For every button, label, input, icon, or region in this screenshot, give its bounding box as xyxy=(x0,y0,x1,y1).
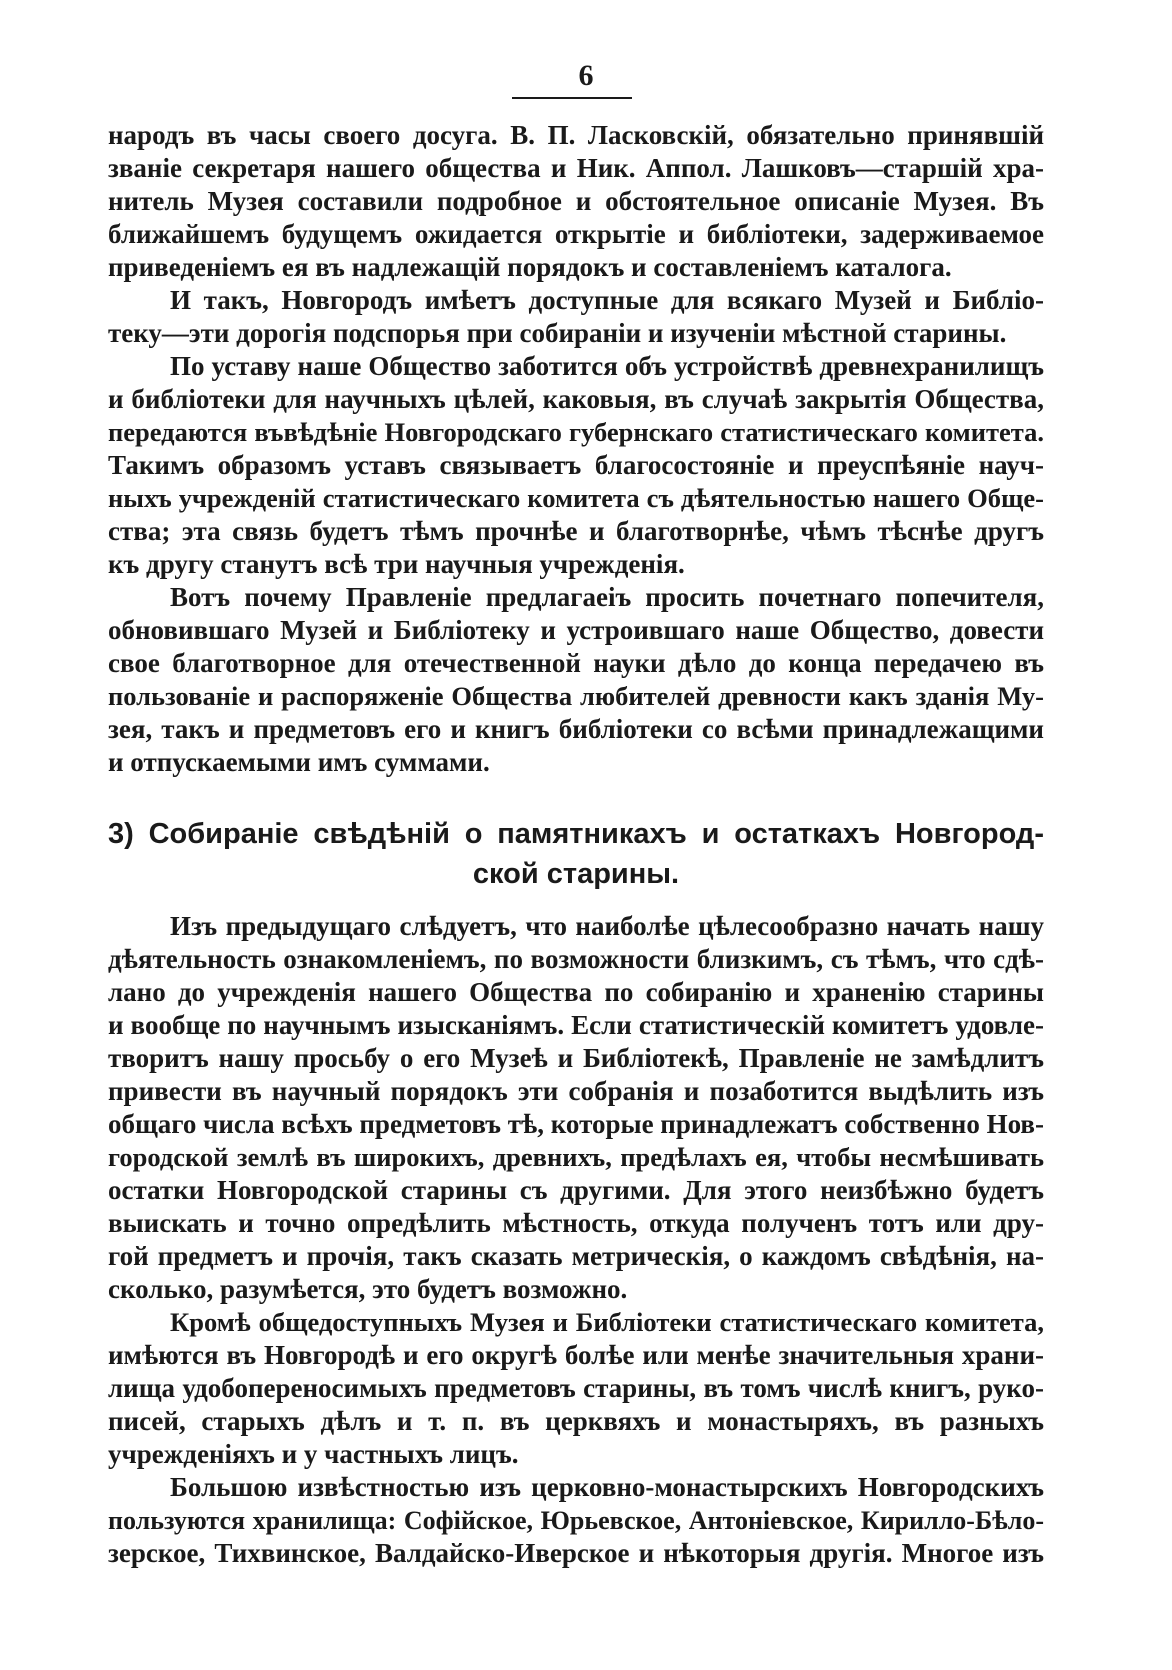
text-line: и вообще по научнымъ изысканіямъ. Если статистическій комитетъ удовле- xyxy=(108,1010,1044,1040)
section-3-heading xyxy=(108,814,1044,894)
text-line: лано до учрежденія нашего Общества по собиранію и храненію старины xyxy=(108,977,1044,1007)
text-line: гой предметъ и прочія, такъ сказать метрическія, о каждомъ свѣдѣнія, на- xyxy=(108,1241,1044,1271)
text-line: обновившаго Музей и Библіотеку и устроившаго наше Общество, довести xyxy=(108,615,1044,645)
text-line: остатки Новгородской старины съ другими. Для этого неизбѣжно будетъ xyxy=(108,1175,1044,1205)
text-line: нитель Музея составили подробное и обстоятельное описаніе Музея. Въ xyxy=(108,186,1044,216)
text-line: дѣятельность ознакомленіемъ, по возможности близкимъ, съ тѣмъ, что сдѣ- xyxy=(108,944,1044,974)
text-line: пользованіе и распоряженіе Общества любителей древности какъ зданія Му- xyxy=(108,681,1044,711)
text-line: Большою извѣстностью изъ церковно-монастырскихъ Новгородскихъ xyxy=(170,1472,1044,1502)
text-line: По уставу наше Общество заботится объ устройствѣ древнехранилищъ xyxy=(170,351,1044,381)
text-line: ныхъ учрежденій статистическаго комитета съ дѣятельностью нашего Обще- xyxy=(108,483,1044,513)
text-line: имѣются въ Новгородѣ и его округѣ болѣе или менѣе значительныя храни- xyxy=(108,1340,1044,1370)
text-line: теку—эти дорогія подспорья при собираніи и изученіи мѣстной старины. xyxy=(108,318,1007,348)
text-line: И такъ, Новгородъ имѣетъ доступные для всякаго Музей и Библіо- xyxy=(170,285,1044,315)
page-number: 6 xyxy=(578,59,594,92)
text-line: ства; эта связь будетъ тѣмъ прочнѣе и благотворнѣе, чѣмъ тѣснѣе другъ xyxy=(108,516,1044,546)
text-line: зерское, Тихвинское, Валдайско-Иверское и нѣкоторыя другія. Многое изъ xyxy=(108,1538,1044,1568)
section-1-text xyxy=(108,119,1044,779)
text-line: и библіотеки для научныхъ цѣлей, каковыя, въ случаѣ закрытія Общества, xyxy=(108,384,1044,414)
text-line: выискать и точно опредѣлить мѣстность, откуда полученъ тотъ или дру- xyxy=(108,1208,1044,1238)
text-line: званіе секретаря нашего общества и Ник. Аппол. Лашковъ—старшій хра- xyxy=(108,153,1044,183)
text-line: привести въ научный порядокъ эти собранія и позаботится выдѣлить изъ xyxy=(108,1076,1044,1106)
text-line: творитъ нашу просьбу о его Музеѣ и Библіотекѣ, Правленіе не замѣдлитъ xyxy=(108,1043,1044,1073)
text-line: передаются въвѣдѣніе Новгородскаго губернскаго статистическаго комитета. xyxy=(108,417,1044,447)
section-3-text xyxy=(108,910,1044,1570)
heading-line: ской старины. xyxy=(472,858,680,890)
text-line: писей, старыхъ дѣлъ и т. п. въ церквяхъ и монастыряхъ, въ разныхъ xyxy=(108,1406,1044,1436)
page-number-rule xyxy=(512,97,632,99)
text-line: лища удобопереносимыхъ предметовъ старины, въ томъ числѣ книгъ, руко- xyxy=(108,1373,1044,1403)
text-line: и отпускаемыми имъ суммами. xyxy=(108,747,490,777)
text-line: городской землѣ въ широкихъ, древнихъ, предѣлахъ ея, чтобы несмѣшивать xyxy=(108,1142,1044,1172)
text-line: Изъ предыдущаго слѣдуетъ, что наиболѣе цѣлесообразно начать нашу xyxy=(170,911,1044,941)
text-line: приведеніемъ ея въ надлежащій порядокъ и составленіемъ каталога. xyxy=(108,252,952,282)
text-line: свое благотворное для отечественной науки дѣло до конца передачею въ xyxy=(108,648,1044,678)
text-line: зея, такъ и предметовъ его и книгъ библіотеки со всѣми принадлежащими xyxy=(108,714,1044,744)
text-line: общаго числа всѣхъ предметовъ тѣ, которые принадлежатъ собственно Нов- xyxy=(108,1109,1044,1139)
text-line: ближайшемъ будущемъ ожидается открытіе и библіотеки, задерживаемое xyxy=(108,219,1044,249)
text-line: пользуются хранилища: Софійское, Юрьевское, Антоніевское, Кирилло-Бѣло- xyxy=(108,1506,1044,1535)
text-line: Кромѣ общедоступныхъ Музея и Библіотеки статистическаго комитета, xyxy=(170,1307,1044,1337)
text-line: Вотъ почему Правленіе предлагаеіъ просить почетнаго попечителя, xyxy=(170,582,1044,612)
text-line: народъ въ часы своего досуга. В. П. Ласковскій, обязательно принявшій xyxy=(108,120,1044,150)
heading-line: 3) Собираніе свѣдѣній о памятникахъ и остаткахъ Новгород- xyxy=(108,818,1044,850)
text-line: сколько, разумѣется, это будетъ возможно. xyxy=(108,1274,628,1304)
text-line: Такимъ образомъ уставъ связываетъ благосостояніе и преуспѣяніе науч- xyxy=(108,450,1044,480)
text-line: учрежденіяхъ и у частныхъ лицъ. xyxy=(108,1439,519,1469)
text-line: къ другу станутъ всѣ три научныя учрежденія. xyxy=(108,549,685,579)
